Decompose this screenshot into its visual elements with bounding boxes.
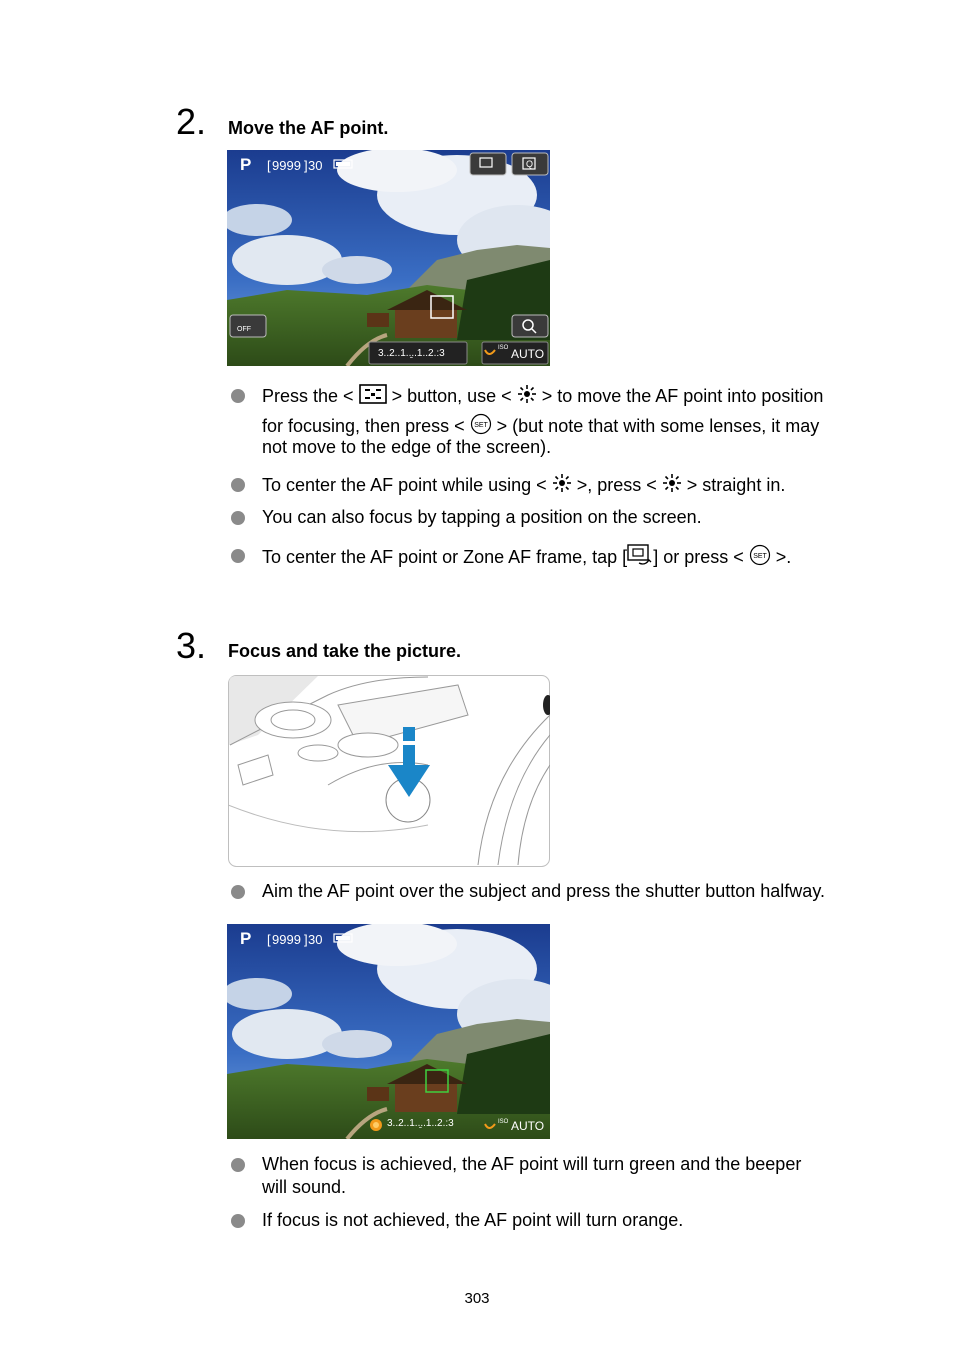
step3-bullet-1: Aim the AF point over the subject and press the shutter button halfway. [262,881,825,901]
step-title-2: Move the AF point. [228,118,389,138]
svg-text:]: ] [304,932,308,947]
bullet [231,549,245,563]
screen-mode: P [240,929,252,948]
step3-bullet-2-line2: will sound. [262,1177,347,1197]
multi-controller-icon [552,473,572,499]
screen-shots-extra: 30 [308,158,323,173]
bullet [231,389,245,403]
bullet [231,511,245,525]
screen-iso: AUTO [511,1119,545,1133]
af-point-selection-icon [359,384,387,410]
page-number: 303 [464,1290,490,1307]
screen-shots: 9999 [272,932,301,947]
step-title-3: Focus and take the picture. [228,641,462,661]
set-button-icon [749,544,771,572]
step3-bullet-3: If focus is not achieved, the AF point will turn orange. [262,1210,684,1230]
step-number-2: 2. [176,101,207,142]
step-number-3: 3. [176,625,207,666]
multi-controller-icon [517,384,537,410]
svg-text:[: [ [267,158,271,173]
shutter-button-illustration [228,675,550,867]
svg-text:OFF: OFF [237,326,251,333]
screen-mode: P [240,155,252,174]
svg-text:]: ] [304,158,308,173]
step2-bullet-4: To center the AF point or Zone AF frame, tap [ ] or press < SET >. [262,544,882,572]
screen-shots-extra: 30 [308,932,323,947]
svg-text:Q: Q [526,159,534,169]
screen-iso-small: ISO [498,1119,509,1125]
svg-text:[: [ [267,932,271,947]
bullet [231,1158,245,1172]
step2-bullet-3: You can also focus by tapping a position on the screen. [262,507,702,527]
bullet [231,1214,245,1228]
screen-iso: AUTO [511,347,545,361]
screen-exposure-scale: 3..2..1..̱..1..2.:3 [378,348,445,359]
screen-iso-small: ISO [498,345,509,351]
step2-bullet-1: Press the < > button, use < > to move the AF point into position [262,384,882,410]
svg-text:SET: SET [752,553,767,560]
camera-screen-af-move [227,150,550,366]
bullet [231,478,245,492]
step2-bullet-1-line3: not move to the edge of the screen). [262,437,552,457]
camera-screen-focus [227,924,550,1139]
multi-controller-icon [662,473,682,499]
center-af-icon [627,544,653,572]
screen-exposure-scale: 3..2..1..̱..1..2.:3 [387,1118,454,1129]
step2-bullet-2: To center the AF point while using < >, press < > straight in. [262,473,882,499]
screen-shots: 9999 [272,158,301,173]
svg-text:SET: SET [473,422,488,429]
step3-bullet-2: When focus is achieved, the AF point will turn green and the beeper [262,1154,802,1174]
step2-bullet-1-line2: for focusing, then press < SET > (but note that with some lenses, it may [262,413,882,441]
bullet [231,885,245,899]
